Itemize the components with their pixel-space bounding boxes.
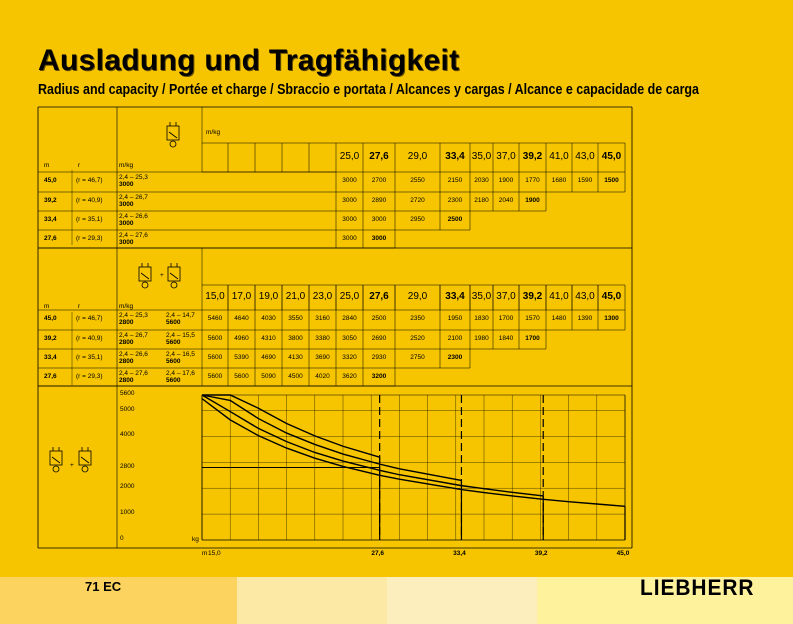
hook-single-icon bbox=[139, 263, 151, 288]
load-cell: 2750 bbox=[410, 354, 425, 361]
load-cell: 3000 bbox=[371, 235, 387, 242]
model-name: 71 EC bbox=[85, 579, 122, 594]
load-cell: 2930 bbox=[371, 354, 387, 361]
load-cell: 1980 bbox=[474, 335, 489, 342]
row-range-single: 2,4 – 26,7 bbox=[119, 332, 148, 339]
col-m-label: m bbox=[44, 303, 50, 310]
load-cell: 2500 bbox=[371, 315, 387, 322]
y-tick-label: 4000 bbox=[120, 431, 135, 439]
load-cell: 5600 bbox=[207, 354, 223, 361]
col-r-label: r bbox=[78, 162, 81, 169]
row-maxload-single: 2800 bbox=[119, 339, 134, 346]
load-cell: 3620 bbox=[342, 373, 357, 380]
hook-double-icon bbox=[168, 263, 180, 288]
load-cell: 2950 bbox=[410, 216, 425, 223]
load-cell: 5600 bbox=[207, 335, 223, 342]
row-jib-length: 33,4 bbox=[44, 354, 57, 361]
row-maxload-double: 5600 bbox=[166, 319, 181, 326]
load-cell: 2890 bbox=[371, 197, 387, 204]
col-mkg-label: m/kg bbox=[119, 162, 134, 169]
y-tick-label: 2000 bbox=[120, 483, 135, 491]
row-maxload-double: 5600 bbox=[166, 339, 181, 346]
page-subtitle: Radius and capacity / Portée et charge / Sbraccio e portata / Alcances y cargas / Alcance e capacidade de carga bbox=[38, 82, 699, 98]
radius-header: 29,0 bbox=[407, 151, 428, 162]
row-jib-length: 45,0 bbox=[44, 315, 57, 322]
row-radius-total: (r = 29,3) bbox=[76, 373, 103, 380]
load-cell: 1590 bbox=[577, 177, 593, 184]
load-cell: 2300 bbox=[447, 354, 463, 361]
load-cell: 3050 bbox=[342, 335, 357, 342]
row-radius-total: (r = 35,1) bbox=[76, 354, 103, 361]
load-cell: 3200 bbox=[371, 373, 387, 380]
load-cell: 2690 bbox=[371, 335, 387, 342]
row-range: 2,4 – 25,3 bbox=[119, 174, 148, 181]
row-maxload-single: 2800 bbox=[119, 319, 134, 326]
load-cell: 5390 bbox=[234, 354, 249, 361]
load-cell: 1390 bbox=[577, 315, 593, 322]
radius-header: 25,0 bbox=[339, 151, 360, 162]
row-range-single: 2,4 – 26,6 bbox=[119, 351, 148, 358]
row-jib-length: 27,6 bbox=[44, 235, 57, 242]
x-tick-label: 15,0 bbox=[208, 550, 221, 557]
load-cell: 2700 bbox=[371, 177, 387, 184]
row-radius-total: (r = 46,7) bbox=[76, 177, 103, 184]
row-maxload-double: 5600 bbox=[166, 358, 181, 365]
load-cell: 3000 bbox=[342, 235, 357, 242]
load-cell: 3690 bbox=[315, 354, 330, 361]
col-m-label: m bbox=[44, 162, 50, 169]
row-range: 2,4 – 27,6 bbox=[119, 232, 148, 239]
load-cell: 3550 bbox=[288, 315, 303, 322]
row-radius-total: (r = 29,3) bbox=[76, 235, 103, 242]
load-cell: 3000 bbox=[371, 216, 387, 223]
liebherr-logo: LIEBHERR bbox=[640, 575, 755, 600]
radius-header: 21,0 bbox=[285, 291, 306, 302]
x-tick-label: 27,6 bbox=[371, 550, 384, 557]
load-cell: 2180 bbox=[474, 197, 489, 204]
radius-header: 41,0 bbox=[549, 151, 569, 162]
page-title: Ausladung und Tragfähigkeit bbox=[38, 44, 460, 77]
row-maxload: 3000 bbox=[119, 181, 134, 188]
row-jib-length: 45,0 bbox=[44, 177, 57, 184]
radius-header: 45,0 bbox=[601, 151, 622, 162]
load-cell: 2300 bbox=[447, 197, 463, 204]
radius-header: 25,0 bbox=[339, 291, 360, 302]
row-range: 2,4 – 26,7 bbox=[119, 194, 148, 201]
load-cell: 1480 bbox=[551, 315, 567, 322]
row-radius-total: (r = 40,9) bbox=[76, 335, 103, 342]
radius-header: 35,0 bbox=[471, 291, 492, 302]
load-cell: 4690 bbox=[261, 354, 276, 361]
load-cell: 1830 bbox=[474, 315, 489, 322]
load-cell: 1700 bbox=[525, 335, 540, 342]
load-cell: 3160 bbox=[315, 315, 330, 322]
row-jib-length: 27,6 bbox=[44, 373, 57, 380]
x-tick-label: 39,2 bbox=[534, 550, 548, 557]
load-cell: 3000 bbox=[342, 216, 357, 223]
radius-header: 33,4 bbox=[445, 151, 465, 162]
load-cell: 2150 bbox=[447, 177, 463, 184]
plus-icon: + bbox=[70, 462, 74, 469]
y-tick-label: 2800 bbox=[120, 462, 135, 470]
y-axis-unit: kg bbox=[192, 536, 199, 543]
load-cell: 4500 bbox=[288, 373, 303, 380]
radius-header: 43,0 bbox=[575, 151, 595, 162]
x-tick-label: 45,0 bbox=[616, 550, 630, 557]
load-cell: 3380 bbox=[315, 335, 330, 342]
load-cell: 1570 bbox=[525, 315, 540, 322]
load-cell: 2550 bbox=[410, 177, 425, 184]
col-mkg-label: m/kg bbox=[119, 303, 134, 310]
load-cell: 1900 bbox=[498, 177, 514, 184]
load-cell: 3000 bbox=[342, 197, 357, 204]
radius-header: 39,2 bbox=[522, 151, 543, 162]
radius-header: 27,6 bbox=[369, 291, 389, 302]
load-cell: 2030 bbox=[474, 177, 489, 184]
radius-header: 35,0 bbox=[471, 151, 492, 162]
unit-label: m/kg bbox=[206, 129, 221, 136]
hook-single-icon bbox=[167, 122, 179, 147]
capacity-curve-3 bbox=[202, 395, 380, 457]
load-cell: 4030 bbox=[261, 315, 276, 322]
radius-header: 45,0 bbox=[601, 291, 622, 302]
radius-header: 19,0 bbox=[258, 291, 279, 302]
load-cell: 4960 bbox=[234, 335, 249, 342]
y-tick-label: 0 bbox=[120, 535, 124, 542]
y-tick-label: 5600 bbox=[120, 390, 135, 397]
row-maxload: 3000 bbox=[119, 239, 134, 246]
hook-single-icon bbox=[50, 447, 62, 472]
row-range: 2,4 – 26,6 bbox=[119, 213, 148, 220]
load-cell: 3320 bbox=[342, 354, 357, 361]
radius-header: 41,0 bbox=[549, 291, 569, 302]
radius-header: 15,0 bbox=[205, 291, 225, 302]
load-cell: 4310 bbox=[261, 335, 276, 342]
load-cell: 2720 bbox=[410, 197, 425, 204]
load-cell: 1900 bbox=[525, 197, 540, 204]
load-cell: 4020 bbox=[315, 373, 330, 380]
load-cell: 4130 bbox=[288, 354, 303, 361]
row-range-double: 2,4 – 16,5 bbox=[166, 351, 195, 358]
load-cell: 1300 bbox=[604, 315, 619, 322]
load-cell: 1770 bbox=[525, 177, 540, 184]
load-cell: 5090 bbox=[261, 373, 276, 380]
row-maxload-single: 2800 bbox=[119, 358, 134, 365]
row-maxload: 3000 bbox=[119, 201, 134, 208]
radius-header: 37,0 bbox=[496, 291, 516, 302]
row-range-double: 2,4 – 14,7 bbox=[166, 312, 195, 319]
radius-header: 27,6 bbox=[369, 151, 389, 162]
row-range-double: 2,4 – 17,6 bbox=[166, 370, 195, 377]
radius-header: 33,4 bbox=[445, 291, 465, 302]
radius-header: 23,0 bbox=[312, 291, 333, 302]
load-cell: 2840 bbox=[342, 315, 357, 322]
load-cell: 1500 bbox=[604, 177, 619, 184]
load-cell: 3800 bbox=[288, 335, 303, 342]
load-cell: 5600 bbox=[207, 373, 223, 380]
load-cell: 2040 bbox=[498, 197, 514, 204]
capacity-curve-1 bbox=[202, 395, 543, 496]
capacity-curve-0 bbox=[202, 399, 625, 507]
load-cell: 5600 bbox=[234, 373, 249, 380]
row-jib-length: 39,2 bbox=[44, 335, 57, 342]
row-jib-length: 39,2 bbox=[44, 197, 57, 204]
y-tick-label: 5000 bbox=[120, 405, 135, 413]
row-radius-total: (r = 35,1) bbox=[76, 216, 103, 223]
load-cell: 2520 bbox=[410, 335, 425, 342]
x-tick-label: 33,4 bbox=[453, 550, 466, 557]
col-r-label: r bbox=[78, 303, 81, 310]
row-jib-length: 33,4 bbox=[44, 216, 57, 223]
load-cell: 1680 bbox=[551, 177, 567, 184]
load-cell: 1950 bbox=[447, 315, 463, 322]
row-range-single: 2,4 – 27,6 bbox=[119, 370, 148, 377]
load-cell: 3000 bbox=[342, 177, 357, 184]
radius-header: 37,0 bbox=[496, 151, 516, 162]
y-tick-label: 1000 bbox=[120, 509, 135, 517]
load-cell: 4640 bbox=[234, 315, 249, 322]
plus-icon: + bbox=[160, 272, 164, 279]
row-radius-total: (r = 46,7) bbox=[76, 315, 103, 322]
radius-header: 39,2 bbox=[522, 291, 543, 302]
load-cell: 2500 bbox=[447, 216, 463, 223]
row-maxload-single: 2800 bbox=[119, 377, 134, 384]
radius-header: 43,0 bbox=[575, 291, 595, 302]
row-range-double: 2,4 – 15,5 bbox=[166, 332, 195, 339]
hook-double-icon bbox=[79, 447, 91, 472]
load-cell: 1700 bbox=[498, 315, 514, 322]
radius-header: 29,0 bbox=[407, 291, 428, 302]
row-radius-total: (r = 40,9) bbox=[76, 197, 103, 204]
load-cell: 1840 bbox=[498, 335, 514, 342]
load-cell: 2350 bbox=[410, 315, 425, 322]
radius-header: 17,0 bbox=[231, 291, 252, 302]
row-range-single: 2,4 – 25,3 bbox=[119, 312, 148, 319]
x-axis-unit: m bbox=[202, 550, 208, 557]
row-maxload: 3000 bbox=[119, 220, 134, 227]
row-maxload-double: 5600 bbox=[166, 377, 181, 384]
load-cell: 5460 bbox=[207, 315, 223, 322]
load-cell: 2100 bbox=[447, 335, 463, 342]
